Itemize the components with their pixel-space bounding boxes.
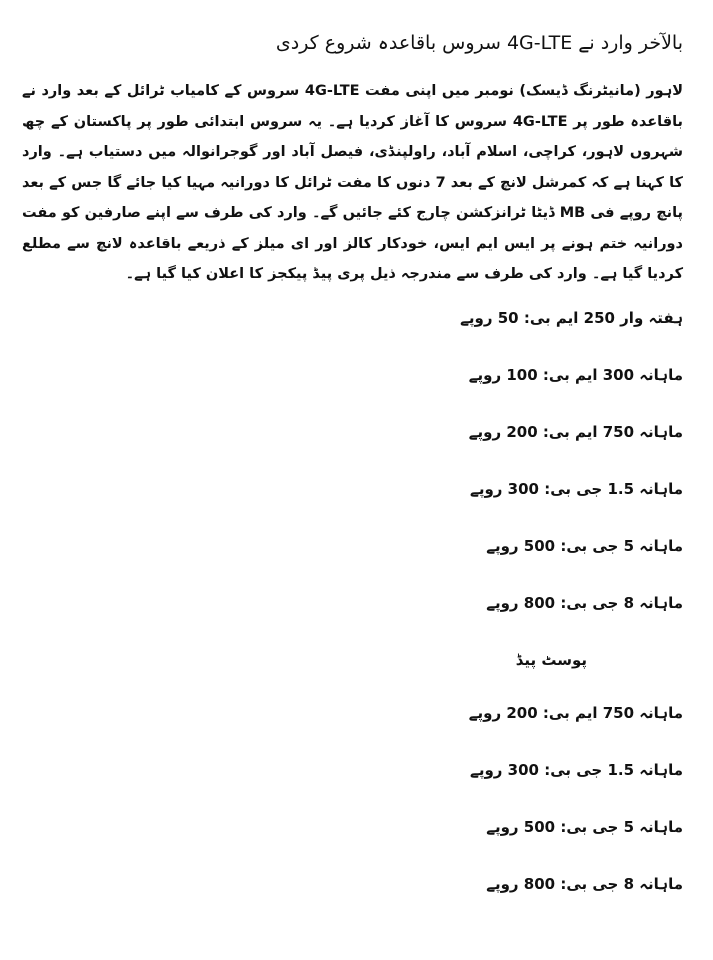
postpaid-package-item: ماہانہ 750 ایم بی: 200 روپے: [468, 703, 683, 722]
prepaid-package-item: ماہانہ 300 ایم بی: 100 روپے: [468, 365, 683, 384]
prepaid-package-item: ماہانہ 5 جی بی: 500 روپے: [486, 536, 683, 555]
postpaid-package-item: ماہانہ 1.5 جی بی: 300 روپے: [470, 760, 683, 779]
prepaid-package-item: ہفتہ وار 250 ایم بی: 50 روپے: [460, 308, 683, 327]
prepaid-package-item: ماہانہ 750 ایم بی: 200 روپے: [468, 422, 683, 441]
postpaid-heading: پوسٹ پیڈ: [515, 650, 587, 669]
postpaid-package-list: [22, 701, 683, 896]
article-headline: بالآخر وارد نے 4G-LTE سروس باقاعدہ شروع کردی: [275, 32, 683, 54]
prepaid-package-item: ماہانہ 8 جی بی: 800 روپے: [486, 593, 683, 612]
prepaid-package-item: ماہانہ 1.5 جی بی: 300 روپے: [470, 479, 683, 498]
prepaid-package-list: [22, 306, 683, 615]
article-body: لاہور (مانیٹرنگ ڈیسک) نومبر میں اپنی مفت 4G-LTE سروس کے کامیاب ٹرائل کے بعد وارد نے باقاعدہ طور پر 4G-LTE سروس کا آغاز کردیا ہے۔ یہ سروس ابتدائی طور پر پاکستان کے چھ شہروں لاہور، کراچی، اسلام آباد، راولپنڈی، فیصل آباد اور گوجرانوالہ میں دستیاب ہے۔ وارد کا کہنا ہے کہ کمرشل لانچ کے بعد 7 دنوں کا مفت ٹرائل کا دورانیہ مہیا کیا جائے گا جس کے بعد پانچ روپے فی MB ڈیٹا ٹرانزکشن چارج کئے جائیں گے۔ وارد کی طرف سے اپنے صارفین کو مفت دورانیہ ختم ہونے پر ایس ایم ایس، خودکار کالز اور ای میلز کے ذریعے باقاعدہ لانچ سے مطلع کردیا گیا ہے۔ وارد کی طرف سے مندرجہ ذیل پری پیڈ پیکجز کا اعلان کیا گیا ہے۔: [22, 83, 683, 282]
postpaid-package-item: ماہانہ 5 جی بی: 500 روپے: [486, 817, 683, 836]
postpaid-package-item: ماہانہ 8 جی بی: 800 روپے: [486, 874, 683, 893]
